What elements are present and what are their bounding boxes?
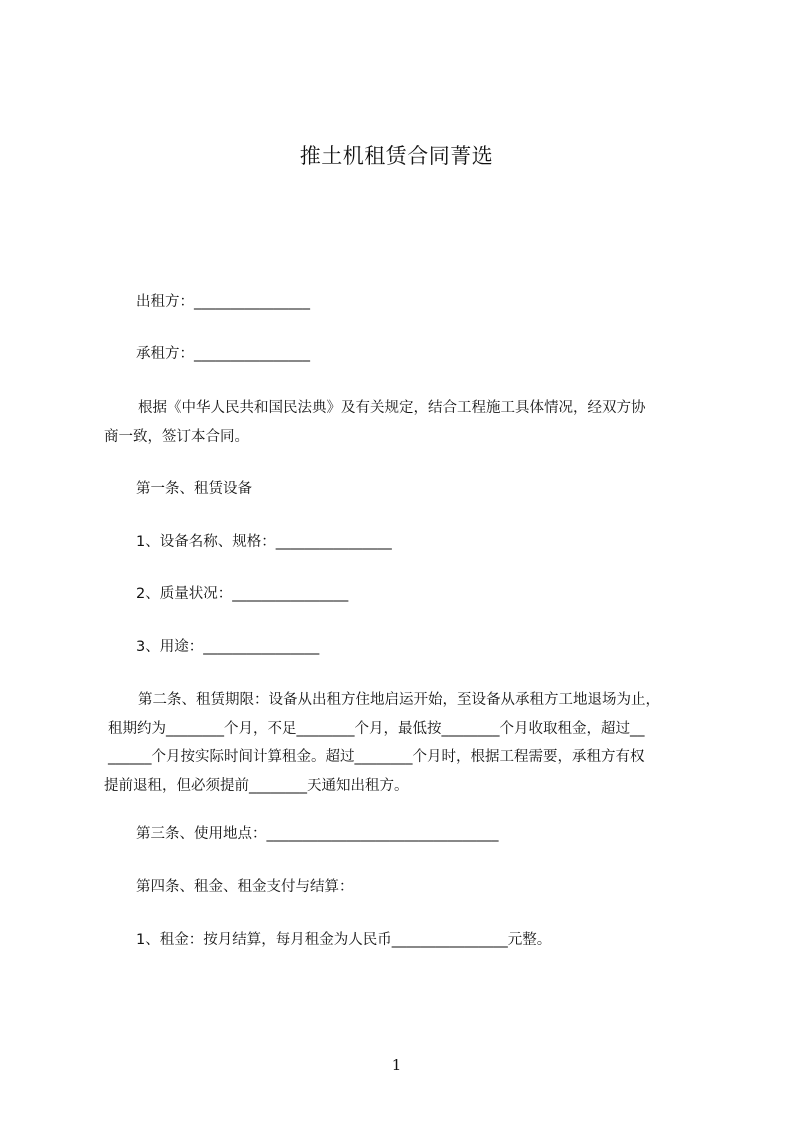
document-title: 推土机租赁合同菁选: [299, 144, 494, 168]
lessor-field: 出租方：________________: [136, 294, 310, 310]
page-number: 1: [391, 1056, 402, 1074]
article1-item-2: 2、质量状况：________________: [136, 586, 349, 602]
article2-paragraph: [104, 686, 692, 800]
article1-heading: 第一条、租赁设备: [136, 481, 252, 497]
article1-item-1: 1、设备名称、规格：________________: [136, 534, 392, 550]
preamble-paragraph: [104, 394, 692, 451]
article2-line-1: 第二条、租赁期限：设备从出租方住地启运开始，至设备从承租方工地退场为止，: [138, 692, 660, 708]
article3-heading: 第三条、使用地点：________________________________: [136, 826, 499, 842]
article4-heading: 第四条、租金、租金支付与结算：: [136, 879, 354, 895]
preamble-line-2: 商一致，签订本合同。: [104, 428, 249, 445]
article2-line-4: 提前退租，但必须提前________天通知出租方。: [104, 777, 409, 794]
article1-item-3: 3、用途：________________: [136, 639, 320, 655]
article2-line-2: 租期约为________个月，不足________个月，最低按________个月收取租金，超过__: [108, 720, 645, 737]
article2-line-3: ______个月按实际时间计算租金。超过________个月时，根据工程需要，承租方有权: [108, 749, 645, 765]
article4-item-1: 1、租金：按月结算，每月租金为人民币________________元整。: [136, 932, 552, 948]
lessee-field: 承租方：________________: [136, 346, 310, 362]
preamble-line-1: 根据《中华人民共和国民法典》及有关规定，结合工程施工具体情况，经双方协: [138, 400, 646, 416]
